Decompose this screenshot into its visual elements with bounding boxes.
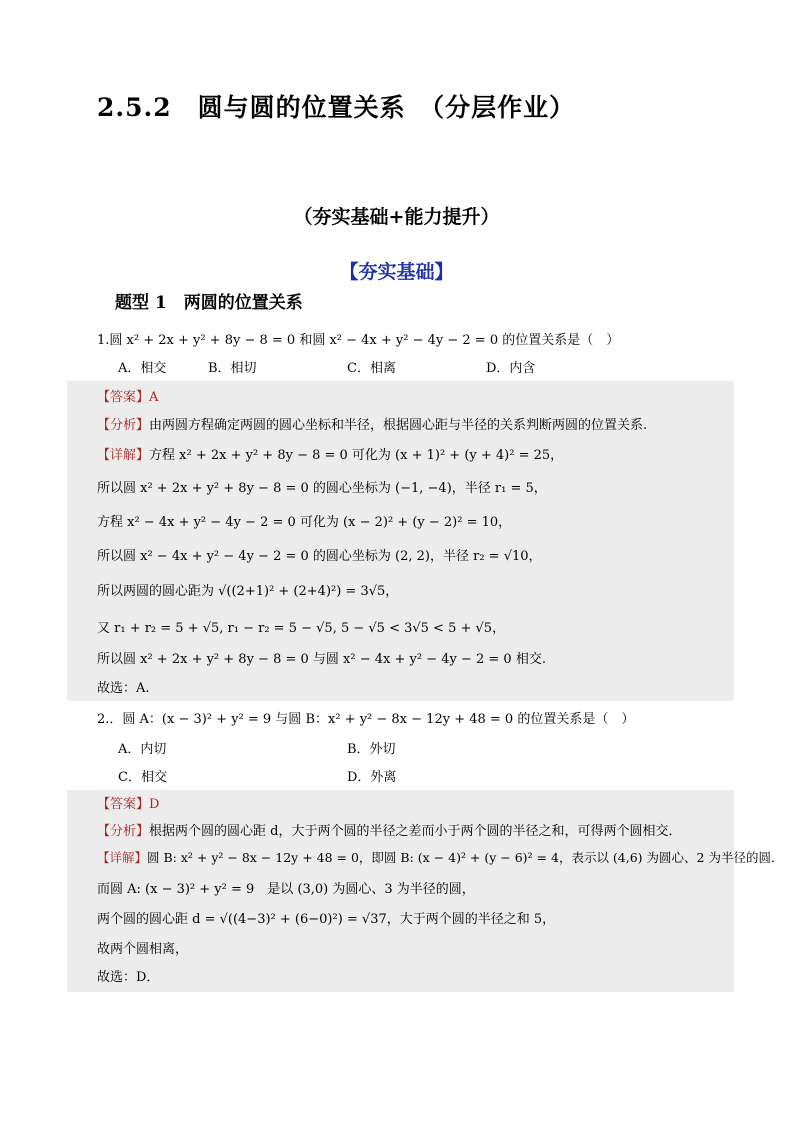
- question-2-option-d: D．外离: [347, 770, 397, 785]
- question-2-detail-step: 故两个圆相离，: [97, 942, 189, 957]
- question-1-option-b: B．相切: [208, 361, 257, 376]
- question-1-detail-step: 又 r₁ + r₂ = 5 + √5, r₁ − r₂ = 5 − √5, 5 − √5 < 3√5 < 5 + √5，: [97, 621, 506, 636]
- question-2-option-b: B．外切: [347, 742, 396, 757]
- analysis-tag: 【分析】: [97, 824, 150, 839]
- answer-tag: 【答案】: [97, 797, 150, 812]
- question-2-option-c: C．相交: [118, 770, 167, 785]
- analysis-text: 由两圆方程确定两圆的圆心坐标和半径，根据圆心距与半径的关系判断两圆的位置关系.: [149, 418, 648, 433]
- analysis-text: 根据两个圆的圆心距 d，大于两个圆的半径之差而小于两个圆的半径之和，可得两个圆相交．: [149, 824, 682, 839]
- question-1-detail-step: 所以圆 x² − 4x + y² − 4y − 2 = 0 的圆心坐标为 (2, 2)，半径 r₂ = √10，: [97, 549, 542, 564]
- question-2-analysis: [97, 820, 681, 839]
- question-1-detail-step: 方程 x² − 4x + y² − 4y − 2 = 0 可化为 (x − 2)² + (y − 2)² = 10，: [97, 515, 512, 530]
- question-2-detail-step: 而圆 A: (x − 3)² + y² = 9 是以 (3,0) 为圆心、3 为半径的圆，: [97, 882, 475, 897]
- question-2-detail-step: [97, 848, 783, 866]
- analysis-tag: 【分析】: [97, 418, 150, 433]
- question-1-option-d: D．内含: [486, 361, 536, 376]
- question-1-analysis: [97, 414, 647, 433]
- detail-step-text: 方程 x² + 2x + y² + 8y − 8 = 0 可化为 (x + 1)² + (y + 4)² = 25，: [149, 448, 564, 463]
- detail-step-text: 圆 B: x² + y² − 8x − 12y + 48 = 0，即圆 B: (x − 4)² + (y − 6)² = 4，表示以 (4,6) 为圆心、2 为半径的圆．: [147, 850, 784, 865]
- answer-tag: 【答案】: [97, 390, 150, 405]
- answer-value: D: [149, 797, 160, 812]
- question-2-detail-step: 两个圆的圆心距 d = √((4−3)² + (6−0)²) = √37，大于两个圆的半径之和 5，: [97, 912, 556, 927]
- question-1-detail-step: [97, 444, 563, 463]
- question-2-stem: 2.．圆 A：(x − 3)² + y² = 9 与圆 B：x² + y² − 8x − 12y + 48 = 0 的位置关系是（ ）: [97, 712, 635, 727]
- section-header: 【夯实基础】: [339, 261, 454, 283]
- question-type-header: 题型 1 两圆的位置关系: [115, 293, 303, 313]
- question-1-detail-step: 故选：A.: [97, 681, 150, 696]
- question-1-detail-step: 所以两圆的圆心距为 √((2+1)² + (2+4)²) = 3√5，: [97, 584, 399, 599]
- question-1-detail-step: 所以圆 x² + 2x + y² + 8y − 8 = 0 与圆 x² − 4x + y² − 4y − 2 = 0 相交.: [97, 652, 546, 667]
- question-1-option-a: A．相交: [118, 361, 167, 376]
- question-2-detail-step: 故选：D．: [97, 970, 160, 985]
- question-2-answer: [97, 793, 159, 812]
- question-1-detail-step: 所以圆 x² + 2x + y² + 8y − 8 = 0 的圆心坐标为 (−1, −4)，半径 r₁ = 5，: [97, 481, 547, 496]
- question-1-option-c: C．相离: [347, 361, 396, 376]
- detail-tag: 【详解】: [97, 850, 148, 865]
- question-1-stem: 1.圆 x² + 2x + y² + 8y − 8 = 0 和圆 x² − 4x + y² − 4y − 2 = 0 的位置关系是（ ）: [97, 333, 620, 348]
- answer-value: A: [149, 390, 159, 405]
- document-title: 2.5.2 圆与圆的位置关系 （分层作业）: [97, 93, 576, 122]
- question-2-option-a: A．内切: [118, 742, 167, 757]
- question-1-answer: [97, 386, 158, 405]
- document-subtitle: （夯实基础+能力提升）: [293, 206, 500, 228]
- detail-tag: 【详解】: [97, 448, 150, 463]
